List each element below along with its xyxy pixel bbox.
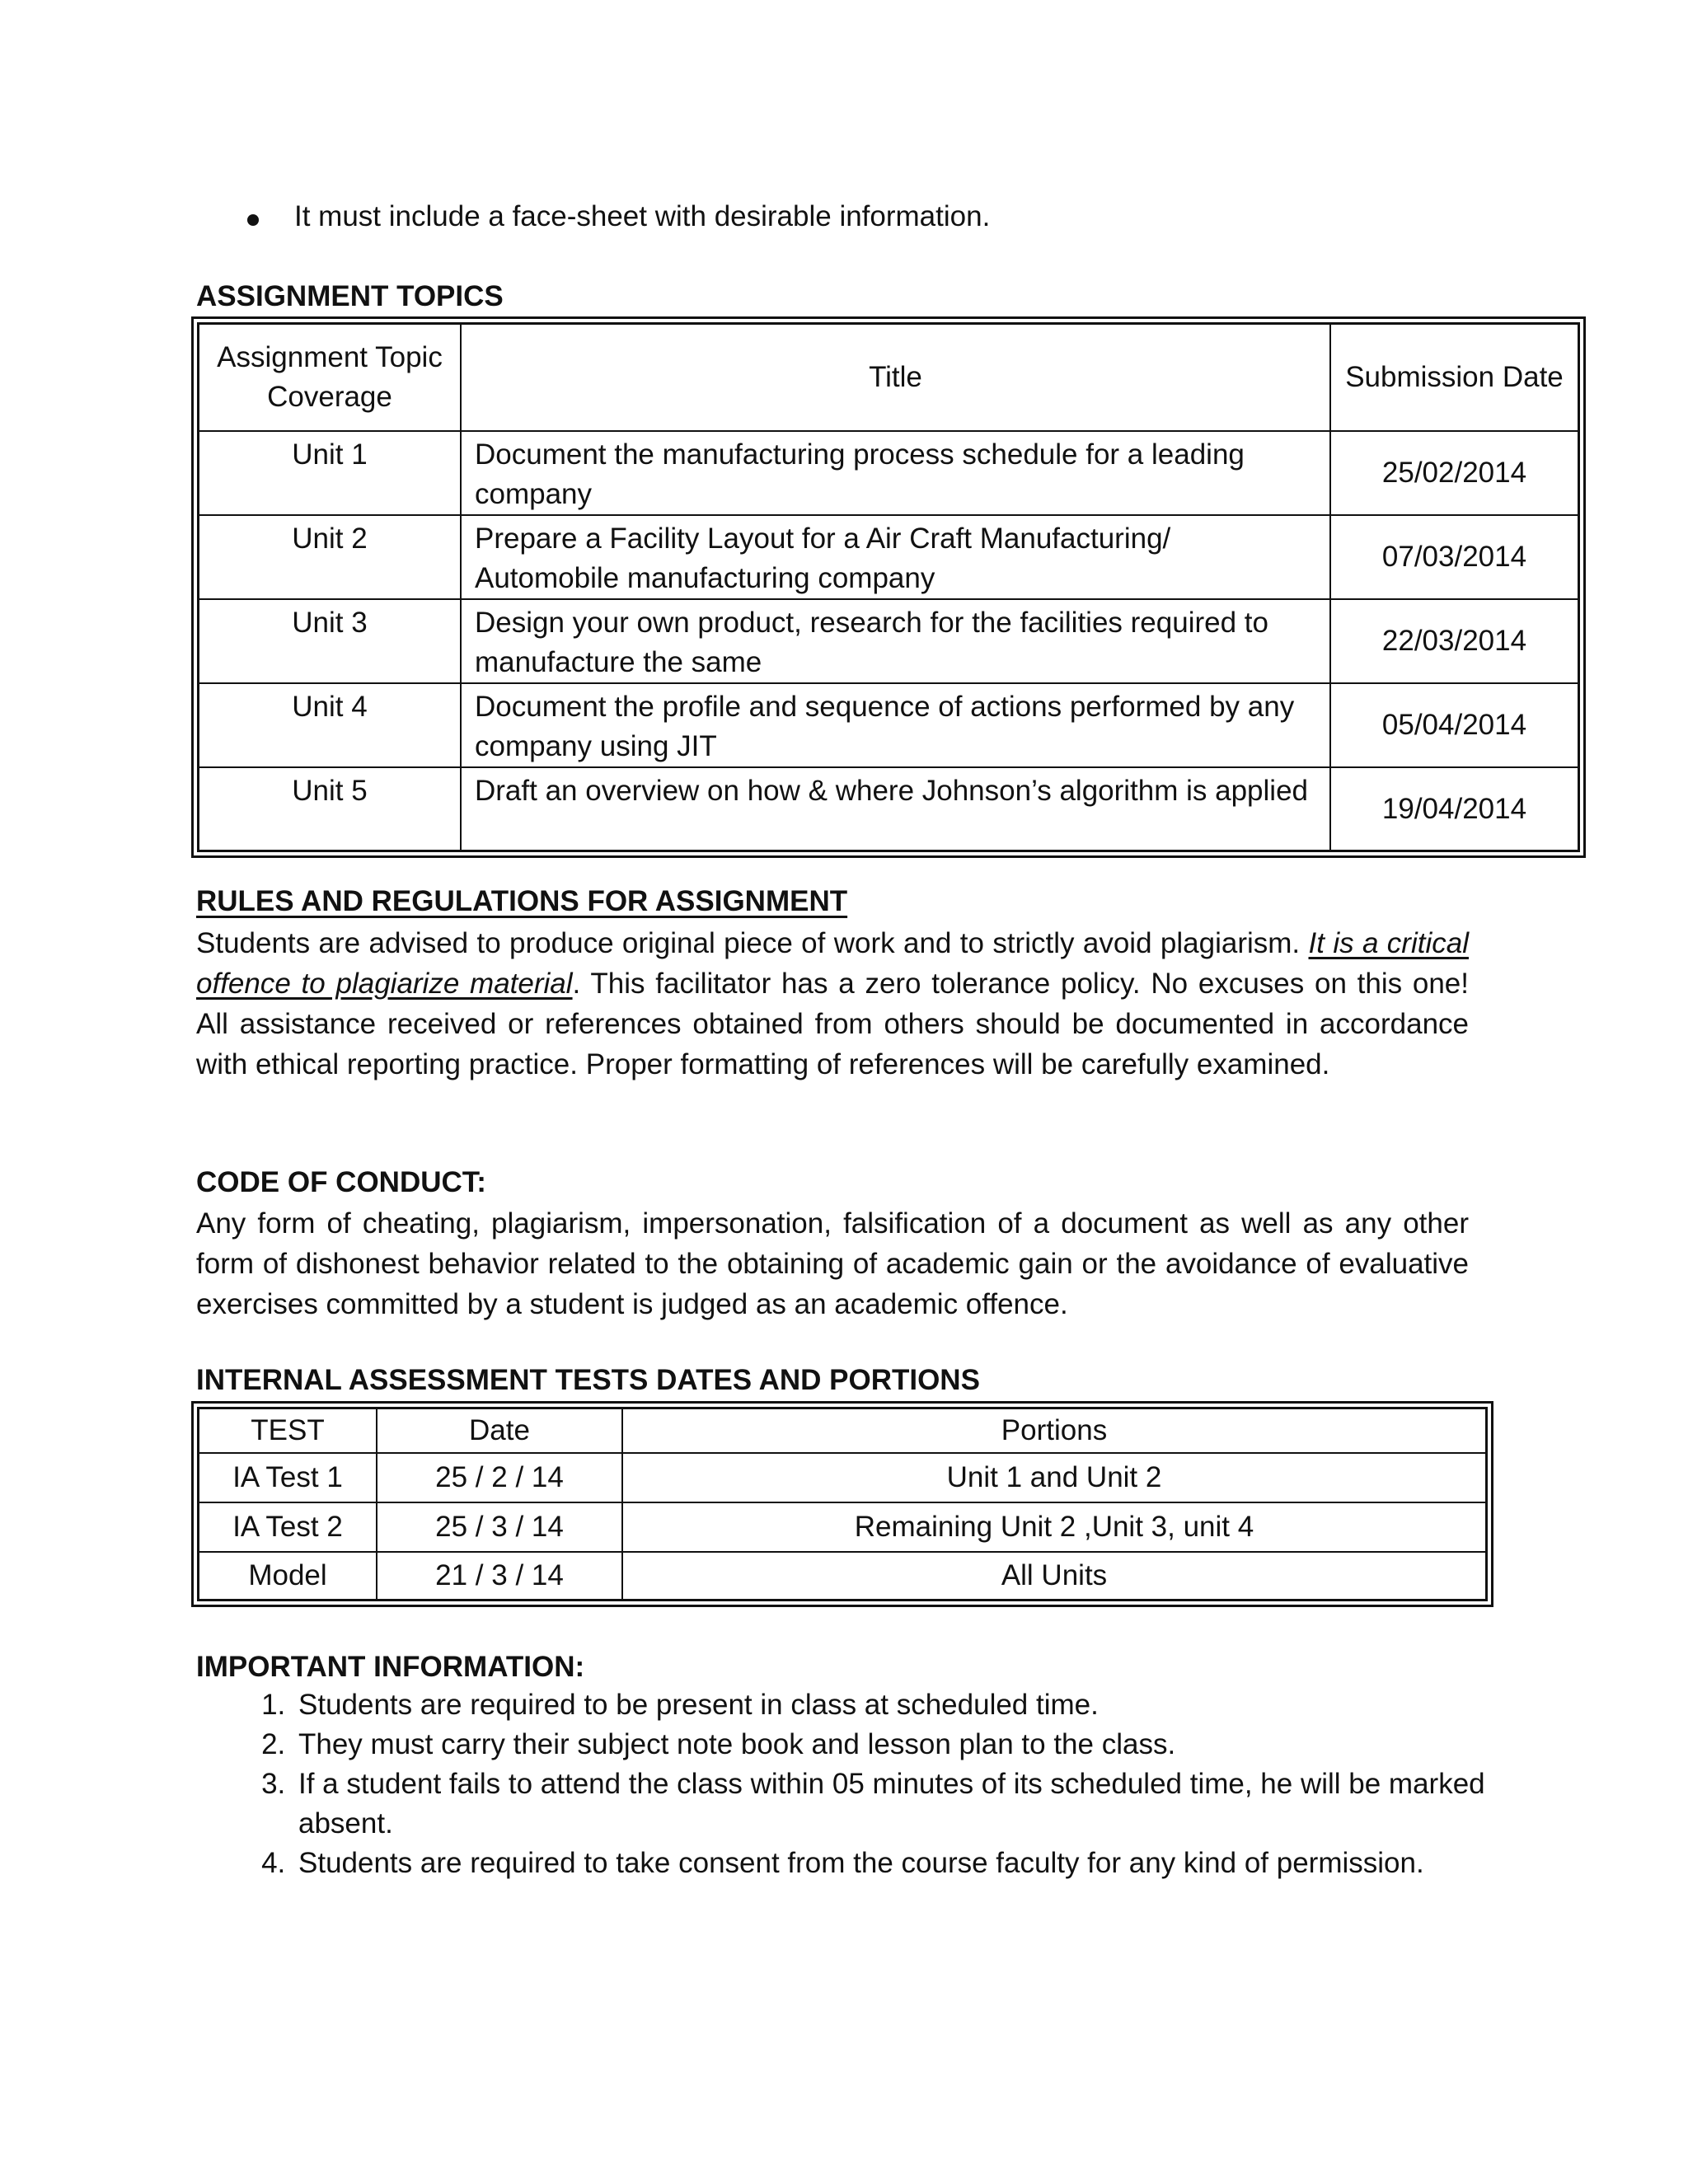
table-row (199, 1454, 1485, 1503)
title-cell: Document the profile and sequence of actions performed by any company using JIT (462, 684, 1331, 768)
date-cell: 25 / 2 / 14 (377, 1454, 623, 1503)
table-header-row (199, 325, 1578, 432)
test-cell: Model (199, 1553, 377, 1599)
list-item: 3. If a student fails to attend the class within 05 minutes of its scheduled time, he will be marked absent. (293, 1765, 1530, 1844)
list-item: 4. Students are required to take consent from the course faculty for any kind of permission. (293, 1844, 1530, 1883)
rules-text-after: . This facilitator has a zero tolerance policy. No excuses on this one! All assistance received or references obtained from others should be documented in accordance with ethical reporting practice. Proper formatting of references will be carefully examined. (196, 968, 1470, 1080)
unit-cell: Unit 2 (199, 516, 462, 600)
date-cell: 21 / 3 / 14 (377, 1553, 623, 1599)
table-row (199, 600, 1578, 684)
portions-cell: All Units (1001, 1559, 1108, 1591)
rules-heading: RULES AND REGULATIONS FOR ASSIGNMENT (196, 885, 848, 917)
table-row (199, 432, 1578, 516)
conduct-paragraph: Any form of cheating, plagiarism, impersonation, falsification of a document as well as any other form of dishonest behavior related to the obtaining of academic gain or the avoidance of evaluative exercises committed by a student is judged as an academic offence. (196, 1207, 1469, 1320)
ia-tests-heading: INTERNAL ASSESSMENT TESTS DATES AND PORTIONS (196, 1364, 980, 1396)
date-cell: 07/03/2014 (1331, 516, 1578, 600)
portions-cell: Unit 1 and Unit 2 (623, 1454, 1485, 1503)
portions-cell: Remaining Unit 2 ,Unit 3, unit 4 (623, 1503, 1485, 1553)
column-header-test: TEST (199, 1409, 377, 1454)
title-cell: Design your own product, research for the facilities required to manufacture the same (462, 600, 1331, 684)
intro-bullet-text: It must include a face-sheet with desirable information. (294, 200, 991, 232)
date-cell: 19/04/2014 (1381, 792, 1527, 825)
list-item: 2. They must carry their subject note book and lesson plan to the class. (293, 1725, 1530, 1765)
column-header-coverage: Assignment Topic Coverage (199, 325, 462, 432)
title-cell: Prepare a Facility Layout for a Air Craft Manufacturing/ Automobile manufacturing company (462, 516, 1331, 600)
table-header-row (199, 1409, 1485, 1454)
table-row (199, 1553, 1485, 1599)
test-cell: IA Test 2 (199, 1503, 377, 1553)
column-header-submission-date: Submission Date (1331, 325, 1578, 432)
conduct-heading: CODE OF CONDUCT: (196, 1166, 486, 1198)
assignment-topics-heading: ASSIGNMENT TOPICS (196, 280, 504, 312)
date-cell: 05/04/2014 (1331, 684, 1578, 768)
table-row (199, 1503, 1485, 1553)
unit-cell: Unit 1 (199, 432, 462, 516)
title-cell: Document the manufacturing process schedule for a leading company (462, 432, 1331, 516)
assignment-topics-table (191, 316, 1586, 858)
rules-text-before: Students are advised to produce original piece of work and to strictly avoid plagiarism. (196, 927, 1309, 959)
column-header-date: Date (377, 1409, 623, 1454)
list-item: 1. Students are required to be present in class at scheduled time. (293, 1685, 1530, 1725)
date-cell: 25/02/2014 (1331, 432, 1578, 516)
unit-cell: Unit 3 (199, 600, 462, 684)
rules-paragraph (196, 923, 1469, 1085)
column-header-portions: Portions (623, 1409, 1485, 1454)
bullet-dot-icon (247, 214, 259, 226)
rules-emphasis-text: It is a critical offence to plagiarize material (196, 927, 1469, 1000)
title-cell: Draft an overview on how & where Johnson’s algorithm is applied (462, 768, 1331, 850)
date-cell: 22/03/2014 (1331, 600, 1578, 684)
test-cell: IA Test 1 (199, 1454, 377, 1503)
table-row (199, 516, 1578, 600)
ia-tests-table (191, 1401, 1493, 1607)
table-row (199, 684, 1578, 768)
date-cell: 25 / 3 / 14 (377, 1503, 623, 1553)
column-header-title: Title (462, 325, 1331, 432)
unit-cell: Unit 5 (199, 768, 462, 850)
unit-cell: Unit 4 (199, 684, 462, 768)
important-list (247, 1685, 1530, 1883)
important-heading: IMPORTANT INFORMATION: (196, 1651, 585, 1683)
table-row (199, 768, 1578, 850)
